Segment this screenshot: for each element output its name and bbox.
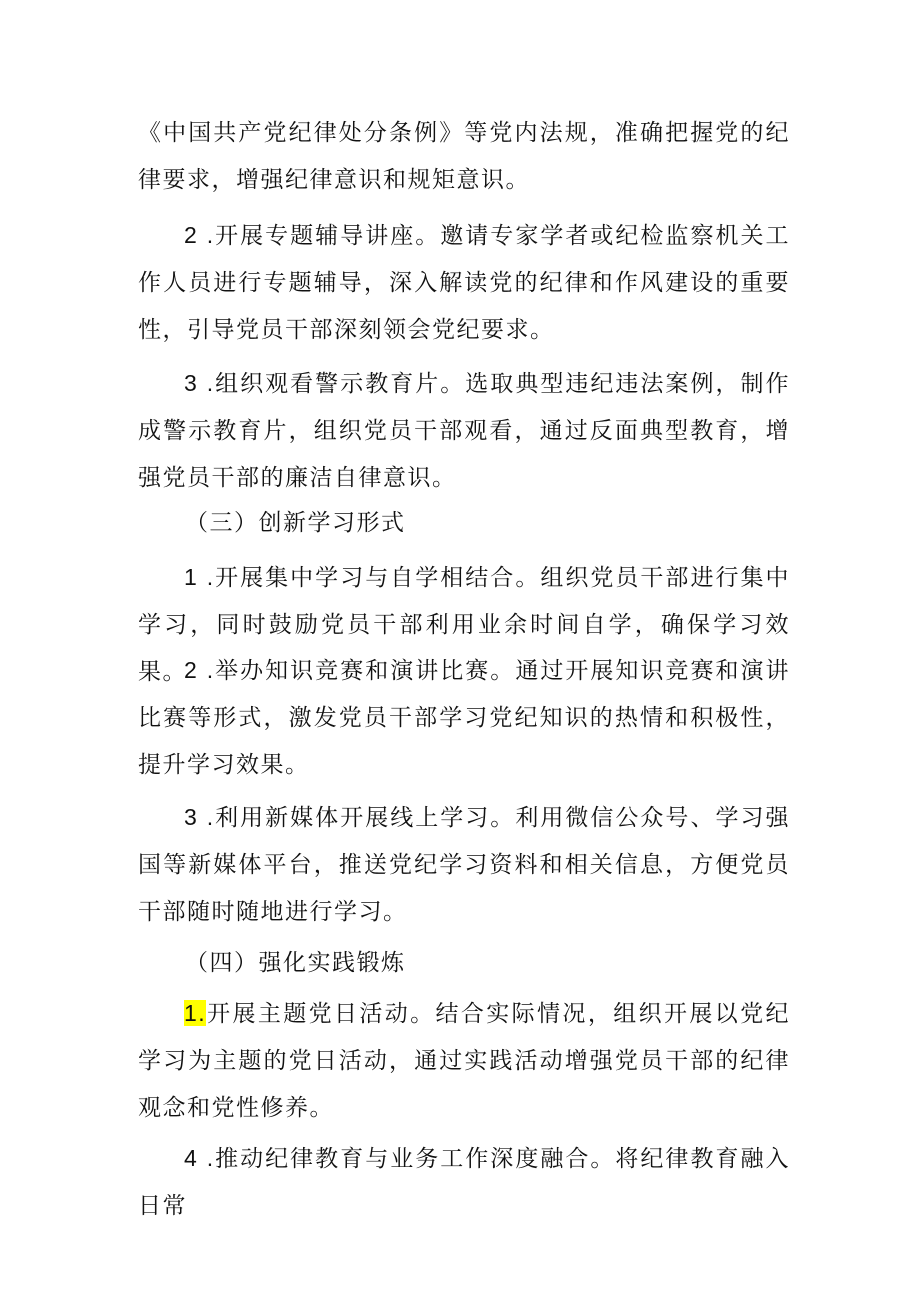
paragraph-text: 开展专题辅导讲座。邀请专家学者或纪检监察机关工作人员进行专题辅导，深入解读党的纪律和作风建设的重要性，引导党员干部深刻领会党纪要求。: [138, 223, 790, 343]
item-number: 3 .: [184, 804, 215, 830]
item-number: 2 .: [184, 657, 215, 683]
item-number: 1 .: [184, 564, 215, 590]
paragraph-text: 利用新媒体开展线上学习。利用微信公众号、学习强国等新媒体平台，推送党纪学习资料和相关信息，方便党员干部随时随地进行学习。: [138, 805, 790, 925]
item-number-highlighted: 1.: [184, 1000, 207, 1026]
paragraph-text: 开展主题党日活动。结合实际情况，组织开展以党纪学习为主题的党日活动，通过实践活动增强党员干部的纪律观念和党性修养。: [138, 1001, 790, 1121]
paragraph-text: 《中国共产党纪律处分条例》等党内法规，准确把握党的纪律要求，增强纪律意识和规矩意识。: [138, 120, 790, 193]
item-number: 3 .: [184, 370, 215, 396]
paragraph-text: 举办知识竞赛和演讲比赛。通过开展知识竞赛和演讲比赛等形式，激发党员干部学习党纪知识的热情和积极性，提升学习效果。: [138, 658, 790, 778]
list-item: [138, 360, 790, 502]
list-item: [138, 1135, 790, 1230]
paragraph-text: 组织观看警示教育片。选取典型违纪违法案例，制作成警示教育片，组织党员干部观看，通过反面典型教育，增强党员干部的廉洁自律意识。: [138, 371, 790, 491]
list-item: [138, 212, 790, 354]
section-heading: （三）创新学习形式: [185, 510, 406, 536]
item-number: 4 .: [184, 1145, 215, 1171]
list-item: [138, 990, 790, 1132]
paragraph-continuation: [138, 110, 790, 204]
item-number: 2 .: [184, 222, 215, 248]
list-item: [138, 794, 790, 936]
list-item: [138, 647, 790, 789]
paragraph-text: 开展集中学习与自学相结合。组织党员干部进行集中学习，同时鼓励党员干部利用业余时间自学，确保学习效果。: [138, 565, 790, 685]
paragraph-text: 推动纪律教育与业务工作深度融合。将纪律教育融入日常: [138, 1146, 790, 1219]
section-heading: （四）强化实践锻炼: [185, 950, 406, 976]
